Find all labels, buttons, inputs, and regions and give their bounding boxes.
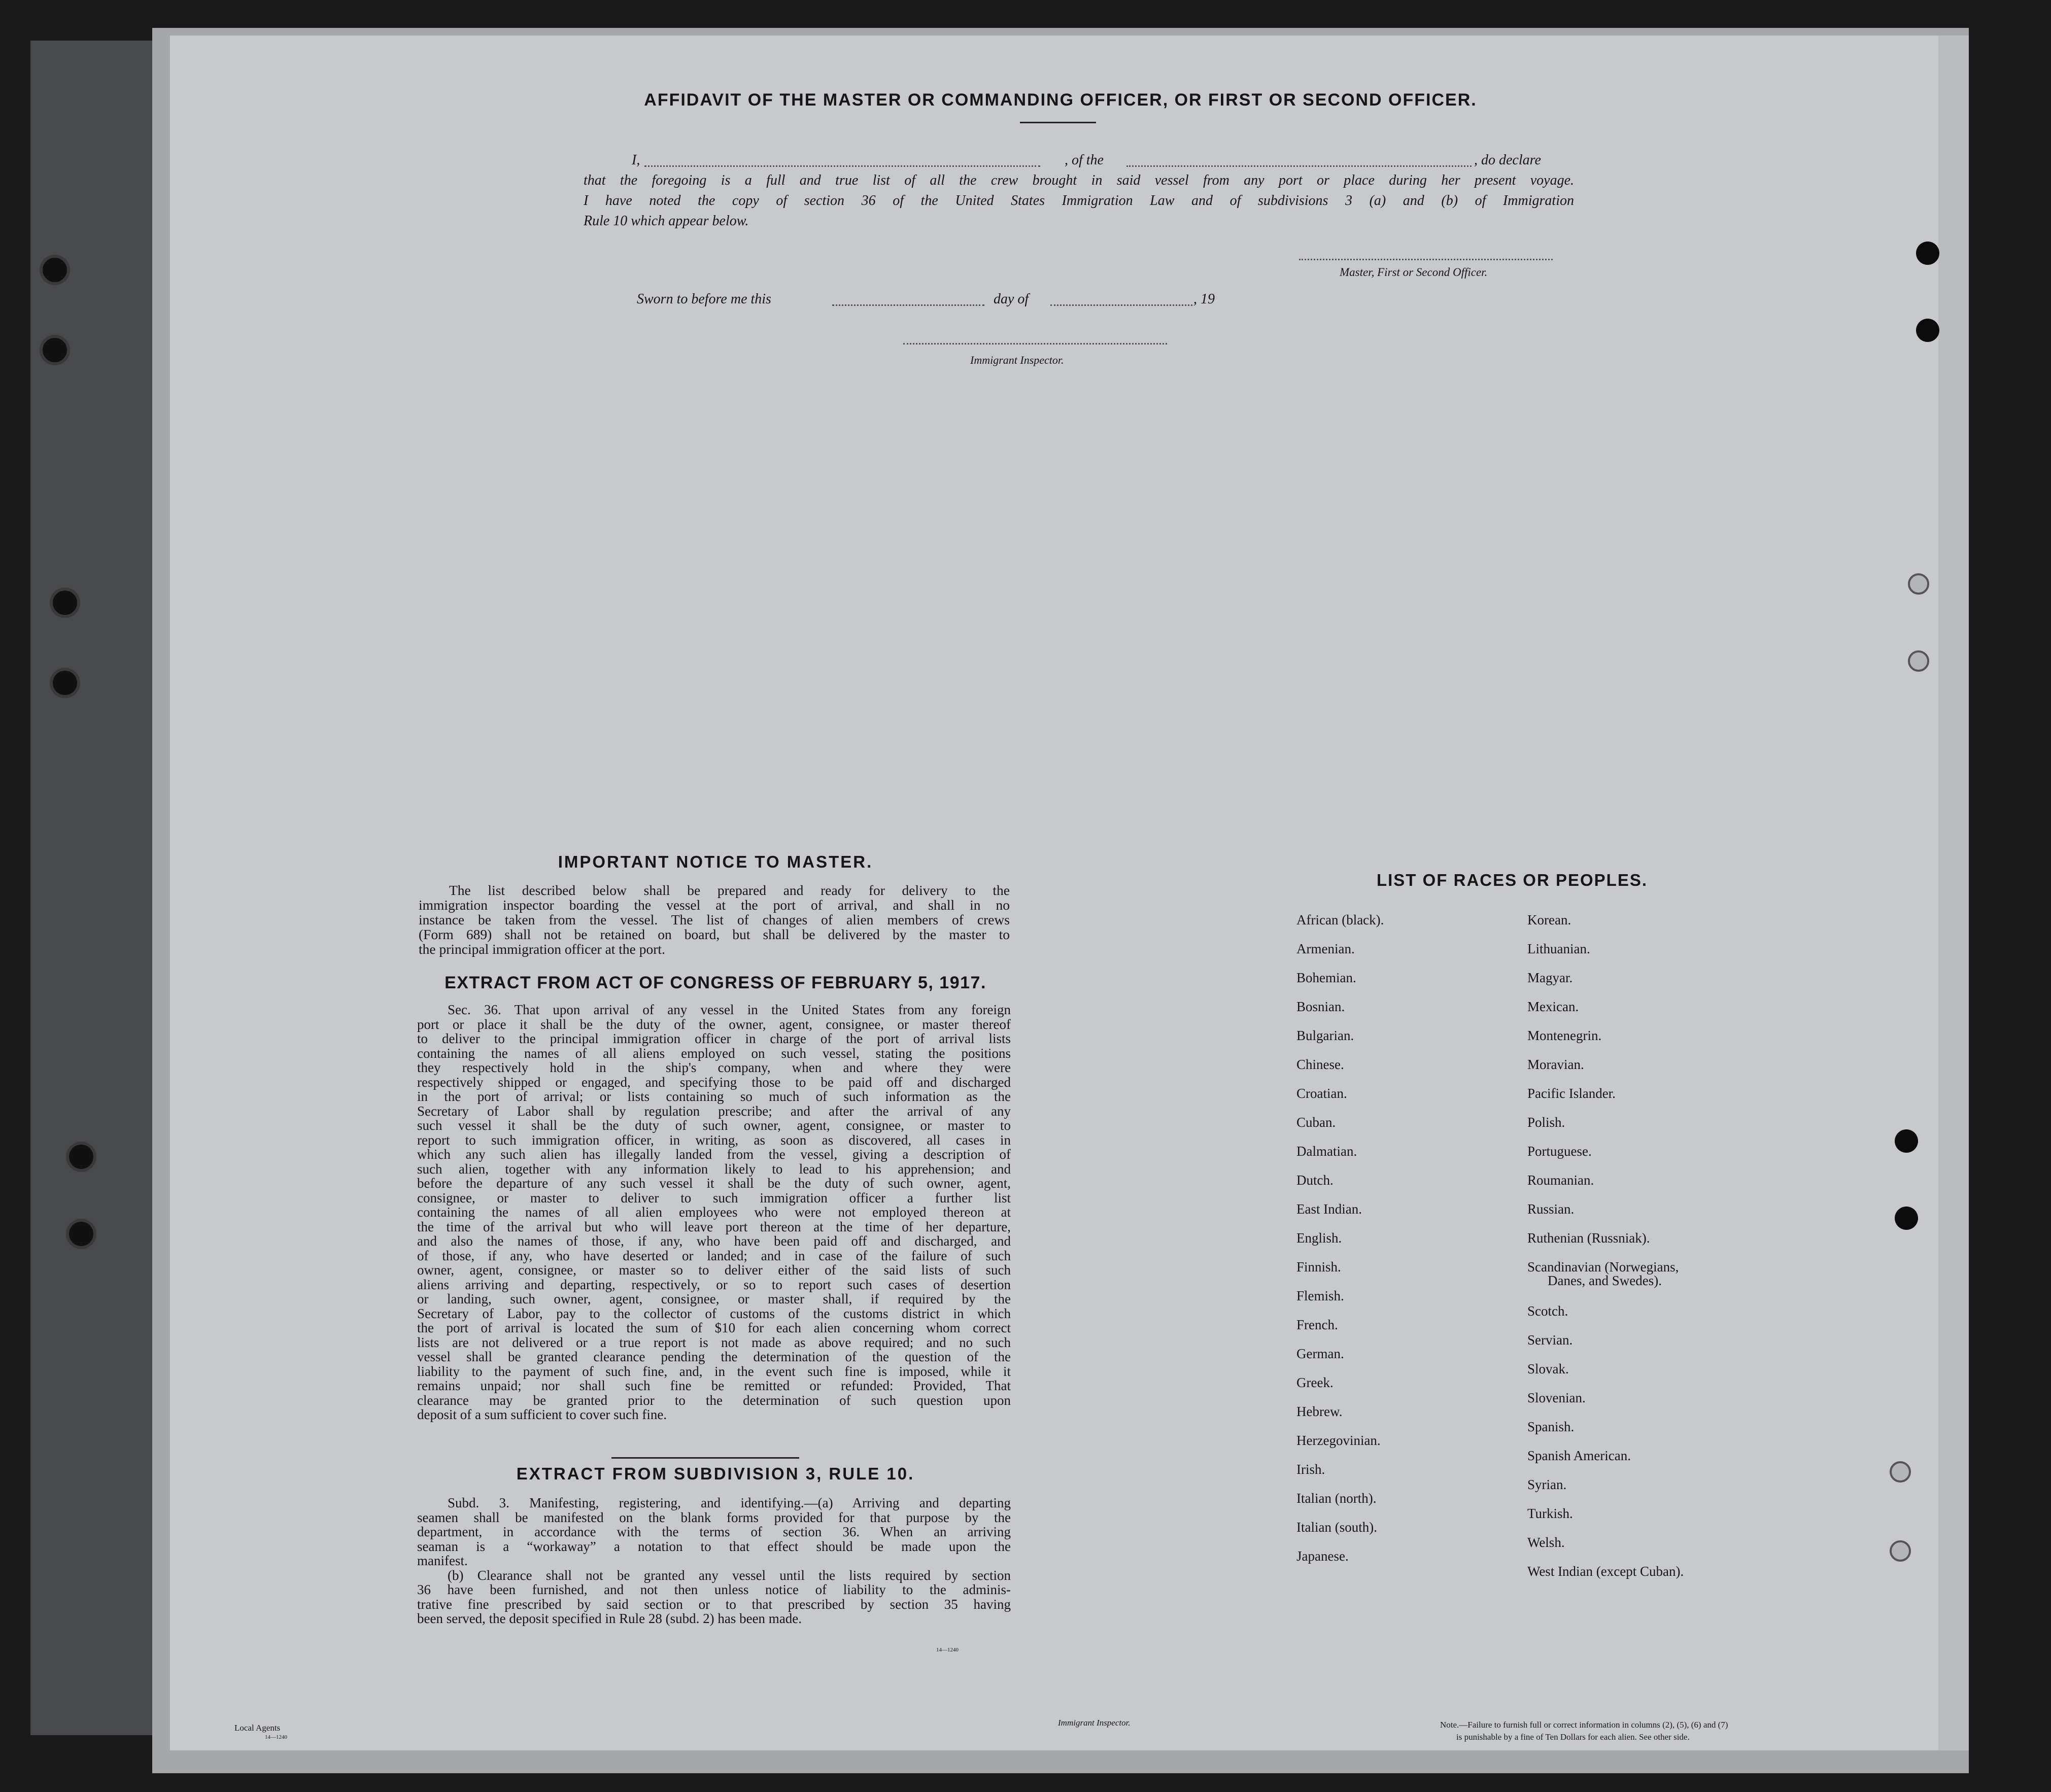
race-item: Bulgarian. bbox=[1296, 1028, 1354, 1043]
race-item: Irish. bbox=[1296, 1462, 1325, 1477]
race-item: Turkish. bbox=[1527, 1506, 1573, 1521]
page-edge bbox=[1938, 36, 1969, 1750]
act-heading: EXTRACT FROM ACT OF CONGRESS OF FEBRUARY 5, 1917. bbox=[445, 973, 986, 992]
sworn-month-line[interactable] bbox=[1050, 304, 1192, 306]
race-item: Danes, and Swedes). bbox=[1548, 1273, 1662, 1288]
inspector-label: Immigrant Inspector. bbox=[970, 354, 1064, 366]
sec36-line: such alien, together with any information likely to lead to his apprehension; and bbox=[417, 1161, 1011, 1177]
sec36-line: owner, agent, consignee, or master so to deliver either of the said lists of such bbox=[417, 1262, 1011, 1278]
races-heading: LIST OF RACES OR PEOPLES. bbox=[1376, 871, 1648, 889]
binder-hole bbox=[1890, 1540, 1911, 1562]
local-agents-label: Local Agents bbox=[234, 1723, 281, 1733]
race-item: Finnish. bbox=[1296, 1259, 1341, 1274]
subd3-text bbox=[417, 1496, 1011, 1626]
sec36-line: such vessel it shall be the duty of such owner, agent, consignee, or master to bbox=[417, 1118, 1011, 1133]
section-rule bbox=[611, 1457, 799, 1459]
binder-hole bbox=[1916, 242, 1939, 265]
race-item: Bosnian. bbox=[1296, 999, 1345, 1014]
sec36-line: vessel shall be granted clearance pending the determination of the question of the bbox=[417, 1349, 1011, 1364]
race-item: Armenian. bbox=[1296, 941, 1355, 956]
footer-note-line-2: is punishable by a fine of Ten Dollars for each alien. See other side. bbox=[1456, 1732, 1690, 1742]
race-item: Hebrew. bbox=[1296, 1404, 1343, 1419]
sec36-line: respectively shipped or engaged, and specifying those to be paid off and discharged bbox=[417, 1074, 1011, 1090]
race-item: West Indian (except Cuban). bbox=[1527, 1564, 1684, 1579]
race-item: Greek. bbox=[1296, 1375, 1334, 1390]
race-item: Slovenian. bbox=[1527, 1390, 1586, 1405]
binder-hole bbox=[1916, 319, 1939, 342]
form-number: 14—1240 bbox=[936, 1647, 959, 1653]
master-signature-line[interactable] bbox=[1299, 259, 1553, 260]
binder-hole bbox=[50, 588, 80, 618]
race-item: Bohemian. bbox=[1296, 970, 1356, 985]
subd3-line: department, in accordance with the terms of section 36. When an arriving bbox=[417, 1524, 1011, 1539]
sec36-line: containing the names of all alien employees who were not employed thereon at bbox=[417, 1204, 1011, 1220]
race-item: Portuguese. bbox=[1527, 1144, 1592, 1159]
sec36-line: the time of the arrival but who will leave port thereon at the time of her departure, bbox=[417, 1219, 1011, 1234]
binder-hole bbox=[40, 255, 70, 285]
subd3-line: 36 have been furnished, and not then unless notice of liability to the adminis- bbox=[417, 1582, 1011, 1597]
binder-hole bbox=[66, 1142, 96, 1172]
inspector-signature-line[interactable] bbox=[903, 343, 1167, 344]
sec36-line: Secretary of Labor, pay to the collector of customs of the customs district in which bbox=[417, 1305, 1011, 1321]
race-item: Scotch. bbox=[1527, 1303, 1568, 1319]
race-item: East Indian. bbox=[1296, 1201, 1362, 1217]
race-item: Ruthenian (Russniak). bbox=[1527, 1230, 1650, 1246]
affidavit-line-2: that the foregoing is a full and true list of all the crew brought in said vessel from any port or place during her present voyage. bbox=[584, 173, 1574, 188]
notice-line: instance be taken from the vessel. The list of changes of alien members of crews bbox=[419, 912, 1010, 927]
sec36-line: Secretary of Labor shall by regulation prescribe; and after the arrival of any bbox=[417, 1103, 1011, 1119]
race-item: Flemish. bbox=[1296, 1288, 1344, 1303]
affidavit-line-3: I have noted the copy of section 36 of the United States Immigration Law and of subdivisions 3 (a) and (b) of Immigration bbox=[584, 193, 1574, 209]
race-item: Japanese. bbox=[1296, 1548, 1349, 1564]
subd3-lines bbox=[417, 1496, 1011, 1626]
subd3-line: seaman is a “workaway” a notation to that effect should be made upon the bbox=[417, 1538, 1011, 1554]
sworn-label: Sworn to before me this bbox=[637, 291, 771, 307]
sec36-line: remains unpaid; nor shall such fine be remitted or refunded: Provided, That bbox=[417, 1378, 1011, 1393]
race-item: Dalmatian. bbox=[1296, 1144, 1357, 1159]
footer-inspector-label: Immigrant Inspector. bbox=[1058, 1718, 1131, 1728]
sworn-day-line[interactable] bbox=[832, 304, 984, 306]
race-item: German. bbox=[1296, 1346, 1344, 1361]
master-name-line[interactable] bbox=[644, 165, 1040, 167]
notice-line: The list described below shall be prepared and ready for delivery to the bbox=[449, 882, 1010, 898]
binder-hole bbox=[1890, 1461, 1911, 1483]
sec36-lines bbox=[417, 1003, 1011, 1422]
sec36-line: of those, if any, who have deserted or landed; and in case of the failure of such bbox=[417, 1248, 1011, 1263]
sec36-line: in the port of arrival; or lists containing so much of such information as the bbox=[417, 1089, 1011, 1104]
sec36-line: containing the names of all aliens employed on such vessel, stating the positions bbox=[417, 1045, 1011, 1061]
subd3-line: trative fine prescribed by said section or to that prescribed by section 35 having bbox=[417, 1596, 1011, 1612]
race-item: English. bbox=[1296, 1230, 1342, 1246]
underlying-page-left bbox=[30, 41, 162, 1735]
local-agents-number: 14—1240 bbox=[265, 1734, 287, 1740]
race-item: Montenegrin. bbox=[1527, 1028, 1602, 1043]
sec36-line: lists are not delivered or a true report is not made as above required; and no such bbox=[417, 1334, 1011, 1350]
notice-paragraph bbox=[419, 883, 1010, 956]
binder-hole bbox=[50, 668, 80, 698]
affidavit-i-label: I, bbox=[632, 152, 640, 168]
sec36-line: and also the names of those, if any, who have been paid off and discharged, and bbox=[417, 1233, 1011, 1249]
affidavit-declare-label: , do declare bbox=[1474, 152, 1541, 168]
binder-hole bbox=[1895, 1207, 1918, 1230]
year-label: , 19 bbox=[1193, 291, 1215, 307]
notice-line: (Form 689) shall not be retained on board, but shall be delivered by the master to bbox=[419, 926, 1010, 942]
race-item: Chinese. bbox=[1296, 1057, 1344, 1072]
sec36-line: report to such immigration officer, in writing, as soon as discovered, all cases in bbox=[417, 1132, 1011, 1148]
race-item: Scandinavian (Norwegians, bbox=[1527, 1259, 1679, 1274]
sec36-line: before the departure of any such vessel it shall be the duty of such owner, agent, bbox=[417, 1176, 1011, 1191]
race-item: Servian. bbox=[1527, 1332, 1573, 1348]
affidavit-of-the-label: , of the bbox=[1065, 152, 1104, 168]
title-rule bbox=[1020, 122, 1096, 123]
sec36-line: liability to the payment of such fine, and, in the event such fine is imposed, while it bbox=[417, 1363, 1011, 1379]
race-item: Spanish. bbox=[1527, 1419, 1575, 1434]
sec36-line: the port of arrival is located the sum of $10 for each alien concerning whom correct bbox=[417, 1320, 1011, 1335]
race-item: Italian (north). bbox=[1296, 1491, 1377, 1506]
subd3-line: (b) Clearance shall not be granted any vessel until the lists required by section bbox=[448, 1567, 1011, 1583]
sec36-line: aliens arriving and departing, respectively, or so to report such cases of desertion bbox=[417, 1277, 1011, 1292]
affidavit-line-4: Rule 10 which appear below. bbox=[584, 213, 749, 229]
race-item: Italian (south). bbox=[1296, 1520, 1377, 1535]
subd3-line: Subd. 3. Manifesting, registering, and identifying.—(a) Arriving and departing bbox=[448, 1495, 1011, 1510]
sec36-line: or landing, such owner, agent, consignee, or master shall, if required by the bbox=[417, 1291, 1011, 1306]
race-item: Russian. bbox=[1527, 1201, 1575, 1217]
affidavit-title: AFFIDAVIT OF THE MASTER OR COMMANDING OFFICER, OR FIRST OR SECOND OFFICER. bbox=[644, 90, 1477, 110]
race-item: Roumanian. bbox=[1527, 1173, 1594, 1188]
binder-hole bbox=[66, 1219, 96, 1249]
binder-hole bbox=[1908, 573, 1929, 595]
race-item: Mexican. bbox=[1527, 999, 1579, 1014]
race-item: Syrian. bbox=[1527, 1477, 1567, 1492]
notice-line: the principal immigration officer at the port. bbox=[419, 941, 665, 957]
subd3-line: manifest. bbox=[417, 1553, 468, 1568]
race-item: Spanish American. bbox=[1527, 1448, 1631, 1463]
notice-heading: IMPORTANT NOTICE TO MASTER. bbox=[558, 852, 873, 871]
race-item: French. bbox=[1296, 1317, 1338, 1332]
race-item: Welsh. bbox=[1527, 1535, 1565, 1550]
sec36-line: which any such alien has illegally landed from the vessel, giving a description of bbox=[417, 1147, 1011, 1162]
binder-hole bbox=[40, 335, 70, 365]
race-item: Cuban. bbox=[1296, 1115, 1336, 1130]
race-item: Korean. bbox=[1527, 912, 1571, 927]
notice-line: immigration inspector boarding the vessel at the port of arrival, and shall in no bbox=[419, 897, 1010, 913]
race-item: Polish. bbox=[1527, 1115, 1565, 1130]
race-item: Lithuanian. bbox=[1527, 941, 1590, 956]
footer-note-line-1: Note.—Failure to furnish full or correct information in columns (2), (5), (6) and (7) bbox=[1440, 1720, 1728, 1730]
binder-hole bbox=[1908, 650, 1929, 672]
sec36-line: clearance may be granted prior to the determination of such question upon bbox=[417, 1392, 1011, 1408]
sec36-line: consignee, or master to deliver to such immigration officer a further list bbox=[417, 1190, 1011, 1205]
race-item: Herzegovinian. bbox=[1296, 1433, 1381, 1448]
race-item: Dutch. bbox=[1296, 1173, 1334, 1188]
race-item: Croatian. bbox=[1296, 1086, 1347, 1101]
sec36-line: they respectively hold in the ship's company, when and where they were bbox=[417, 1060, 1011, 1075]
sec36-text bbox=[417, 1003, 1011, 1422]
rule-heading: EXTRACT FROM SUBDIVISION 3, RULE 10. bbox=[516, 1464, 915, 1483]
binder-hole bbox=[1895, 1129, 1918, 1153]
master-label: Master, First or Second Officer. bbox=[1340, 266, 1488, 279]
day-of-label: day of bbox=[994, 291, 1029, 307]
race-item: African (black). bbox=[1296, 912, 1384, 927]
subd3-line: seamen shall be manifested on the blank forms provided for that purpose by the bbox=[417, 1509, 1011, 1525]
race-item: Slovak. bbox=[1527, 1361, 1569, 1376]
race-item: Magyar. bbox=[1527, 970, 1573, 985]
vessel-name-line[interactable] bbox=[1126, 165, 1472, 167]
sec36-line: Sec. 36. That upon arrival of any vessel in the United States from any foreign bbox=[448, 1002, 1011, 1017]
sec36-line: deposit of a sum sufficient to cover such fine. bbox=[417, 1407, 667, 1422]
sec36-line: port or place it shall be the duty of the owner, agent, consignee, or master thereof bbox=[417, 1016, 1011, 1032]
race-item: Pacific Islander. bbox=[1527, 1086, 1616, 1101]
sec36-line: to deliver to the principal immigration officer in charge of the port of arrival lists bbox=[417, 1031, 1011, 1046]
subd3-line: been served, the deposit specified in Rule 28 (subd. 2) has been made. bbox=[417, 1611, 802, 1626]
race-item: Moravian. bbox=[1527, 1057, 1584, 1072]
